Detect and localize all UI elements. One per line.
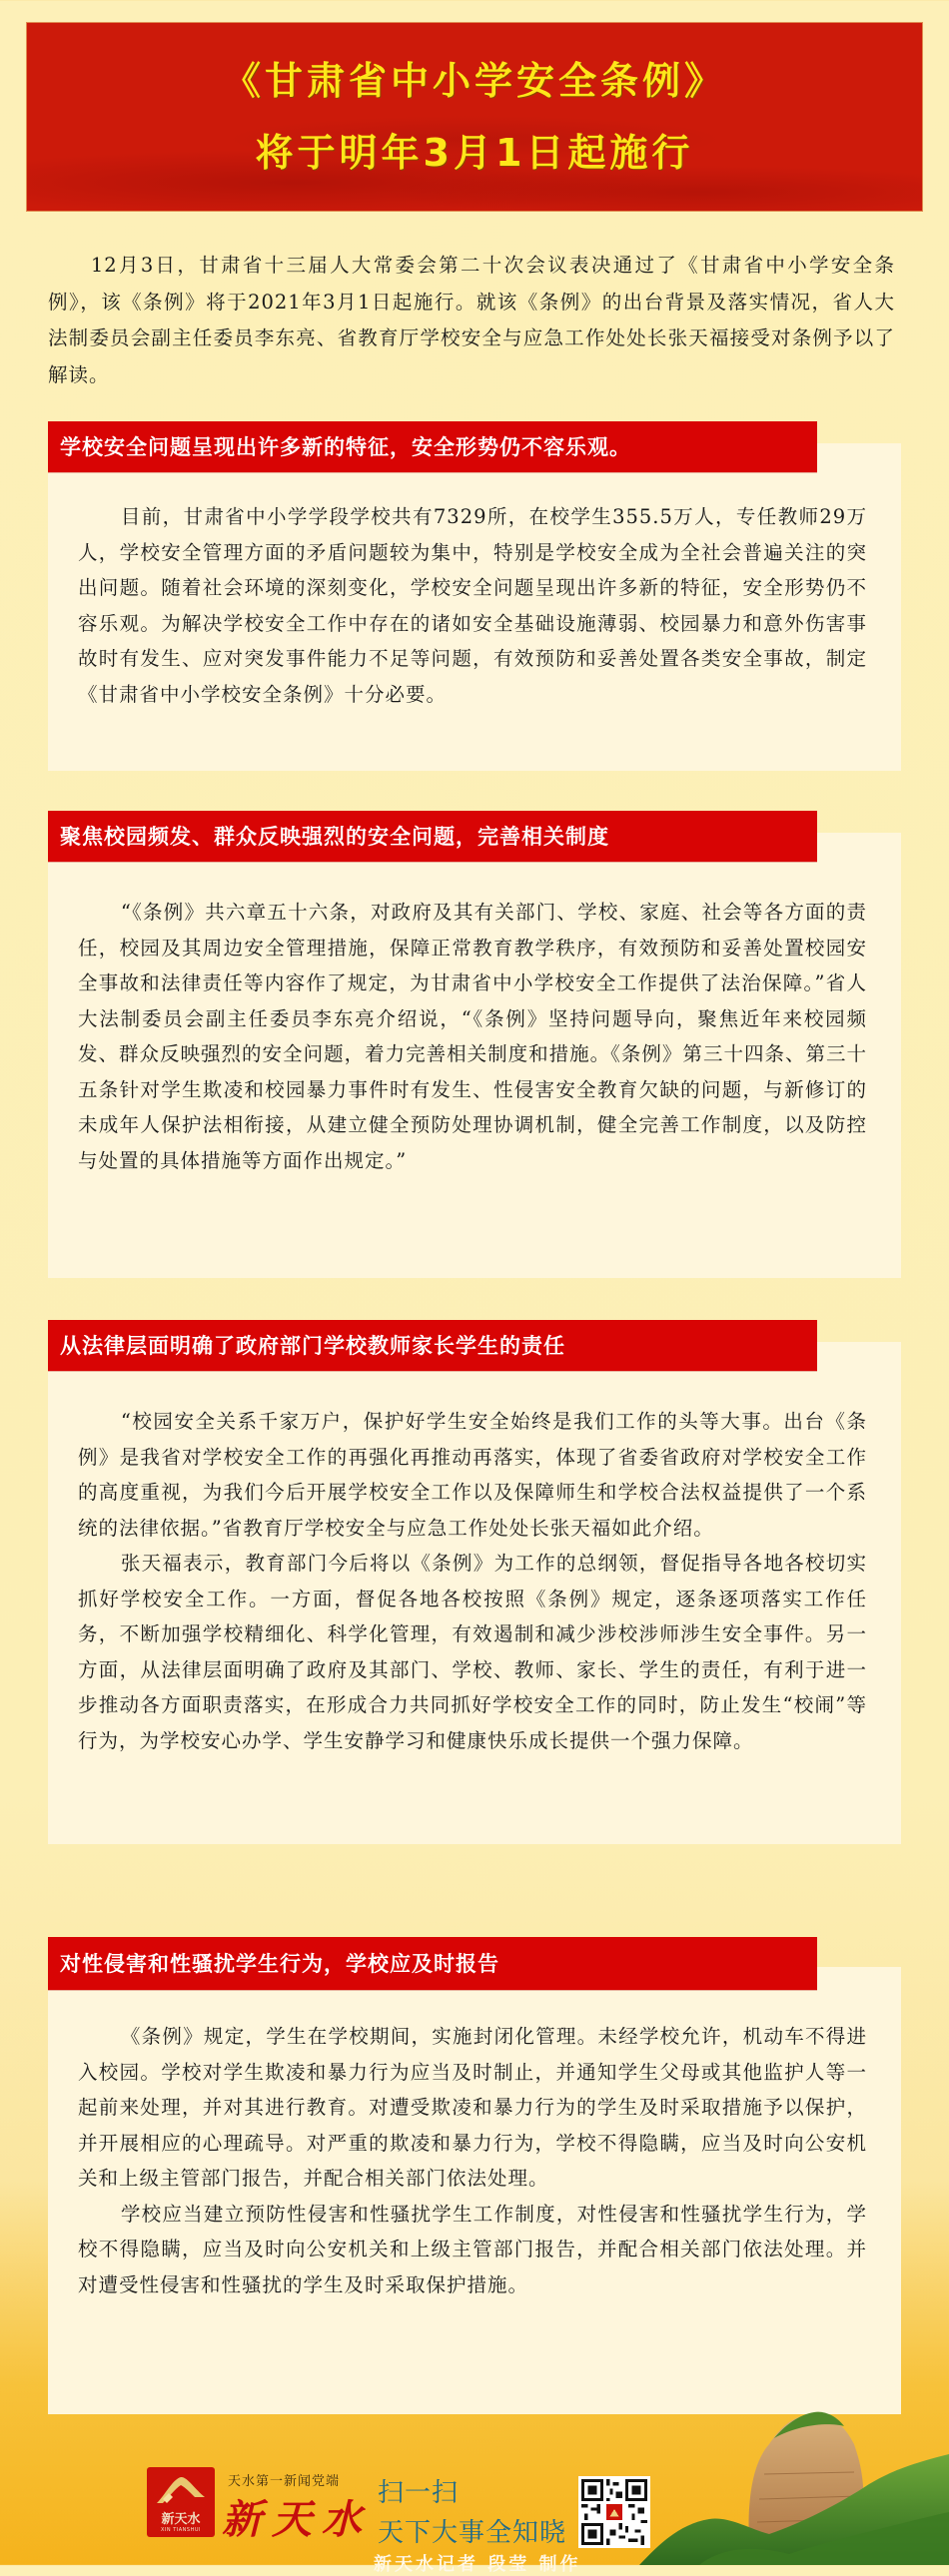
logo-text: 新天水 [161, 2512, 201, 2527]
section-3 [48, 1320, 901, 1844]
section-4 [48, 1937, 901, 2414]
xintianshui-logo[interactable] [147, 2467, 215, 2537]
section-heading: 从法律层面明确了政府部门学校教师家长学生的责任 [48, 1320, 817, 1372]
title-line-1: 《甘肃省中小学安全条例》 [222, 59, 726, 103]
footer-banner [0, 2414, 949, 2575]
paragraph: 目前，甘肃省中小学学段学校共有7329所，在校学生355.5万人，专任教师29万人，学校安全管理方面的矛盾问题较为集中，特别是学校安全成为全社会普遍关注的突出问题。随着社会环境的深刻变化，学校安全问题呈现出许多新的特征，安全形势仍不容乐观。为解决学校安全工作中存在的诸如安全基础设施薄弱、校园暴力和意外伤害事故时有发生、应对突发事件能力不足等问题，有效预防和妥善处置各类安全事故，制定《甘肃省中小学校安全条例》十分必要。 [78, 505, 867, 706]
paragraph: 《条例》规定，学生在学校期间，实施封闭化管理。未经学校允许，机动车不得进入校园。学校对学生欺凌和暴力行为应当及时制止，并通知学生父母或其他监护人等一起前来处理，并对其进行教育。对遭受欺凌和暴力行为的学生及时采取措施予以保护，并开展相应的心理疏导。对严重的欺凌和暴力行为，学校不得隐瞒，应当及时向公安机关和上级主管部门报告，并配合相关部门依法处理。 [78, 2025, 867, 2190]
brand-name: 新天水 [222, 2496, 372, 2543]
logo-subtext: XIN TIANSHUI [161, 2527, 201, 2533]
mountain-logo-icon [155, 2475, 207, 2505]
section-2 [48, 811, 901, 1278]
section-body [78, 2019, 867, 2302]
paragraph: 学校应当建立预防性侵害和性骚扰学生工作制度，对性侵害和性骚扰学生行为，学校不得隐瞒，应当及时向公安机关和上级主管部门报告，并配合相关部门依法处理。并对遭受性侵害和性骚扰的学生及时采取保护措施。 [78, 2202, 867, 2296]
scan-prompt: 扫一扫 [378, 2478, 460, 2508]
paragraph: “《条例》共六章五十六条，对政府及其有关部门、学校、家庭、社会等各方面的责任，校园及其周边安全管理措施，保障正常教育教学秩序，有效预防和妥善处置校园安全事故和法律责任等内容作了规定，为甘肃省中小学校安全工作提供了法治保障。”省人大法制委员会副主任委员李东亮介绍说，“《条例》坚持问题导向，聚焦近年来校园频发、群众反映强烈的安全问题，着力完善相关制度和措施。《条例》第三十四条、第三十五条针对学生欺凌和校园暴力事件时有发生、性侵害安全教育欠缺的问题，与新修订的未成年人保护法相衔接，从建立健全预防处理协调机制，健全完善工作制度，以及防控与处置的具体措施等方面作出规定。” [78, 901, 867, 1172]
scan-slogan: 天下大事全知晓 [378, 2518, 567, 2548]
mountain-scenery-image [639, 2404, 949, 2565]
intro-paragraph: 12月3日，甘肃省十三届人大常委会第二十次会议表决通过了《甘肃省中小学安全条例》，该《条例》将于2021年3月1日起施行。就该《条例》的出台背景及落实情况，省人大法制委员会副主任委员李东亮、省教育厅学校安全与应急工作处处长张天福接受对条例予以了解读。 [48, 254, 895, 386]
paragraph: “校园安全关系千家万户，保护好学生安全始终是我们工作的头等大事。出台《条例》是我省对学校安全工作的再强化再推动再落实，体现了省委省政府对学校安全工作的高度重视，为我们今后开展学校安全工作以及保障师生和学校合法权益提供了一个系统的法律依据。”省教育厅学校安全与应急工作处处长张天福如此介绍。 [78, 1410, 867, 1540]
section-body [78, 895, 867, 1178]
section-heading: 聚焦校园频发、群众反映强烈的安全问题，完善相关制度 [48, 811, 817, 863]
brand-tagline: 天水第一新闻党端 [228, 2474, 341, 2489]
section-heading: 学校安全问题呈现出许多新的特征，安全形势仍不容乐观。 [48, 421, 817, 473]
section-heading: 对性侵害和性骚扰学生行为，学校应及时报告 [48, 1937, 817, 1991]
title-banner [26, 22, 923, 212]
section-body [78, 1404, 867, 1758]
title-line-2: 将于明年3月1日起施行 [255, 131, 694, 175]
section-body [78, 499, 867, 712]
paragraph: 张天福表示，教育部门今后将以《条例》为工作的总纲领，督促指导各地各校切实抓好学校安全工作。一方面，督促各地各校按照《条例》规定，逐条逐项落实工作任务，不断加强学校精细化、科学化管理，有效遏制和减少涉校涉师涉生安全事件。另一方面，从法律层面明确了政府及其部门、学校、教师、家长、学生的责任，有利于进一步推动各方面职责落实，在形成合力共同抓好学校安全工作的同时，防止发生“校闹”等行为，为学校安心办学、学生安静学习和健康快乐成长提供一个强力保障。 [78, 1552, 867, 1752]
credit-line: 新天水记者 段莹 制作 [374, 2554, 581, 2575]
section-1 [48, 421, 901, 771]
